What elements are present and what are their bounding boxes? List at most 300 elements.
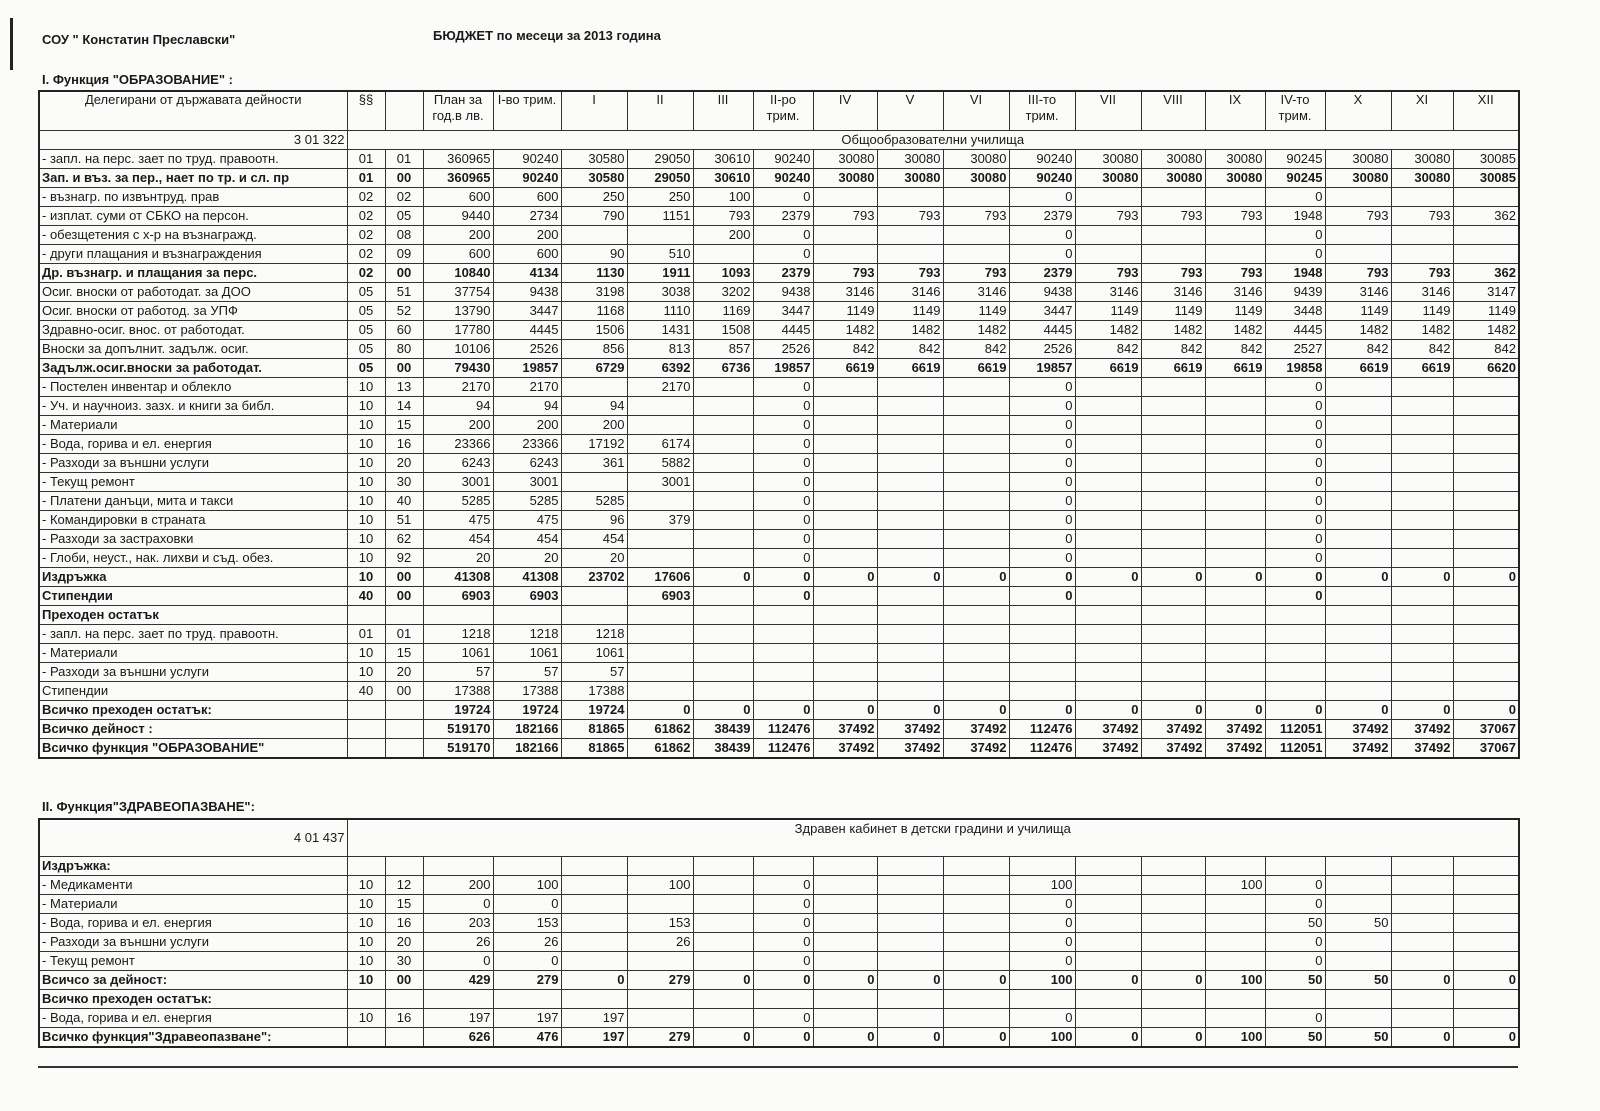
value-cell [877, 857, 943, 876]
value-cell [693, 933, 753, 952]
table-row [39, 682, 1519, 701]
value-cell [693, 952, 753, 971]
row-label: - запл. на перс. зает по труд. правоотн. [39, 625, 347, 644]
unit-name: Общообразователни училища [347, 131, 1519, 150]
row-label: - Текущ ремонт [39, 952, 347, 971]
value-cell [1205, 625, 1265, 644]
table-row [39, 1028, 1519, 1048]
value-cell: 30080 [1141, 169, 1205, 188]
paragraph-code: 10 [347, 933, 385, 952]
value-cell: 3447 [1009, 302, 1075, 321]
value-cell [1075, 644, 1141, 663]
value-cell: 200 [423, 876, 493, 895]
value-cell [1325, 454, 1391, 473]
column-header: I-во трим. [493, 91, 561, 131]
value-cell [1141, 857, 1205, 876]
value-cell: 0 [753, 245, 813, 264]
value-cell [1453, 682, 1519, 701]
value-cell [693, 416, 753, 435]
table-row [39, 188, 1519, 207]
value-cell: 9438 [1009, 283, 1075, 302]
paragraph-code: 01 [347, 169, 385, 188]
value-cell: 0 [753, 454, 813, 473]
table-row [39, 169, 1519, 188]
value-cell [877, 454, 943, 473]
subparagraph-code: 15 [385, 644, 423, 663]
value-cell [877, 188, 943, 207]
paragraph-code [347, 990, 385, 1009]
value-cell [693, 435, 753, 454]
column-header: XI [1391, 91, 1453, 131]
table-row [39, 990, 1519, 1009]
value-cell [1391, 549, 1453, 568]
value-cell: 519170 [423, 739, 493, 759]
value-cell: 279 [493, 971, 561, 990]
value-cell: 3146 [1205, 283, 1265, 302]
value-cell: 0 [753, 971, 813, 990]
subparagraph-code: 00 [385, 359, 423, 378]
paragraph-code [347, 606, 385, 625]
value-cell: 1169 [693, 302, 753, 321]
value-cell [627, 644, 693, 663]
value-cell: 1482 [1141, 321, 1205, 340]
row-label: - запл. на перс. зает по труд. правоотн. [39, 150, 347, 169]
row-label: Преходен остатък [39, 606, 347, 625]
value-cell [1325, 895, 1391, 914]
value-cell [943, 933, 1009, 952]
value-cell [1075, 990, 1141, 1009]
value-cell: 793 [943, 264, 1009, 283]
column-header: VI [943, 91, 1009, 131]
value-cell: 3001 [627, 473, 693, 492]
value-cell [877, 416, 943, 435]
table-row [39, 644, 1519, 663]
value-cell [1325, 492, 1391, 511]
value-cell [1009, 606, 1075, 625]
value-cell: 600 [423, 245, 493, 264]
table-row [39, 207, 1519, 226]
value-cell: 0 [1391, 701, 1453, 720]
value-cell: 30080 [1205, 169, 1265, 188]
value-cell: 30080 [943, 150, 1009, 169]
value-cell: 200 [693, 226, 753, 245]
column-header: V [877, 91, 943, 131]
value-cell [1391, 952, 1453, 971]
value-cell: 29050 [627, 169, 693, 188]
value-cell [1141, 952, 1205, 971]
value-cell: 519170 [423, 720, 493, 739]
value-cell: 793 [1205, 207, 1265, 226]
column-header: IV-то трим. [1265, 91, 1325, 131]
value-cell: 2170 [493, 378, 561, 397]
value-cell: 26 [423, 933, 493, 952]
value-cell: 0 [1325, 568, 1391, 587]
value-cell [813, 682, 877, 701]
value-cell: 0 [1265, 492, 1325, 511]
value-cell: 50 [1265, 1028, 1325, 1048]
value-cell [1141, 378, 1205, 397]
subparagraph-code: 01 [385, 150, 423, 169]
value-cell [943, 606, 1009, 625]
value-cell: 30080 [1325, 150, 1391, 169]
value-cell [1391, 397, 1453, 416]
value-cell: 0 [1009, 530, 1075, 549]
value-cell [1325, 682, 1391, 701]
value-cell: 0 [1265, 895, 1325, 914]
table-row [39, 625, 1519, 644]
row-label: - Командировки в страната [39, 511, 347, 530]
value-cell [813, 378, 877, 397]
value-cell: 1482 [813, 321, 877, 340]
value-cell [1265, 644, 1325, 663]
table-row [39, 321, 1519, 340]
value-cell: 250 [561, 188, 627, 207]
value-cell: 6903 [493, 587, 561, 606]
table-row [39, 914, 1519, 933]
value-cell [877, 245, 943, 264]
value-cell: 1168 [561, 302, 627, 321]
value-cell [1205, 530, 1265, 549]
value-cell: 3146 [943, 283, 1009, 302]
value-cell [1075, 549, 1141, 568]
subparagraph-code: 00 [385, 682, 423, 701]
value-cell: 0 [943, 568, 1009, 587]
value-cell [1325, 435, 1391, 454]
value-cell: 0 [943, 1028, 1009, 1048]
table-row [39, 340, 1519, 359]
paragraph-code: 10 [347, 492, 385, 511]
value-cell [1205, 473, 1265, 492]
value-cell: 37492 [943, 720, 1009, 739]
value-cell [1453, 1009, 1519, 1028]
value-cell: 1911 [627, 264, 693, 283]
value-cell: 26 [493, 933, 561, 952]
value-cell: 3198 [561, 283, 627, 302]
value-cell [877, 435, 943, 454]
paragraph-code: 10 [347, 454, 385, 473]
value-cell: 0 [423, 952, 493, 971]
value-cell [1075, 914, 1141, 933]
value-cell [1205, 933, 1265, 952]
value-cell: 17606 [627, 568, 693, 587]
value-cell: 0 [1075, 971, 1141, 990]
row-label: Всичко функция"Здравеопазване": [39, 1028, 347, 1048]
header-row [39, 91, 1519, 131]
value-cell: 4445 [493, 321, 561, 340]
value-cell: 3001 [423, 473, 493, 492]
value-cell: 1151 [627, 207, 693, 226]
value-cell: 79430 [423, 359, 493, 378]
value-cell [1141, 606, 1205, 625]
value-cell [1391, 378, 1453, 397]
paragraph-code: 05 [347, 321, 385, 340]
value-cell [1391, 245, 1453, 264]
value-cell [1325, 625, 1391, 644]
value-cell [943, 587, 1009, 606]
value-cell [1205, 378, 1265, 397]
value-cell: 0 [1265, 511, 1325, 530]
value-cell: 2527 [1265, 340, 1325, 359]
value-cell: 842 [813, 340, 877, 359]
value-cell: 0 [753, 952, 813, 971]
value-cell: 0 [1009, 568, 1075, 587]
value-cell [1453, 492, 1519, 511]
value-cell: 379 [627, 511, 693, 530]
value-cell: 0 [877, 701, 943, 720]
value-cell: 90245 [1265, 169, 1325, 188]
row-label: - Уч. и научноиз. зазх. и книги за библ. [39, 397, 347, 416]
value-cell: 112476 [753, 739, 813, 759]
value-cell: 30580 [561, 169, 627, 188]
value-cell [627, 857, 693, 876]
subparagraph-code: 02 [385, 188, 423, 207]
value-cell: 793 [1075, 207, 1141, 226]
value-cell: 200 [423, 416, 493, 435]
value-cell [561, 473, 627, 492]
value-cell: 94 [493, 397, 561, 416]
scan-mark [10, 18, 13, 70]
value-cell [753, 625, 813, 644]
value-cell [1453, 226, 1519, 245]
value-cell: 842 [943, 340, 1009, 359]
row-label: - Вода, горива и ел. енергия [39, 435, 347, 454]
value-cell: 112476 [1009, 739, 1075, 759]
value-cell [877, 492, 943, 511]
value-cell: 37492 [1325, 720, 1391, 739]
value-cell: 30080 [877, 169, 943, 188]
value-cell: 0 [1141, 568, 1205, 587]
value-cell: 0 [1265, 416, 1325, 435]
value-cell: 1482 [1325, 321, 1391, 340]
column-header: I [561, 91, 627, 131]
value-cell: 0 [1141, 971, 1205, 990]
value-cell [1141, 914, 1205, 933]
value-cell: 0 [1265, 549, 1325, 568]
value-cell: 0 [1265, 876, 1325, 895]
column-header: IX [1205, 91, 1265, 131]
value-cell: 26 [627, 933, 693, 952]
value-cell [943, 245, 1009, 264]
value-cell: 0 [1453, 971, 1519, 990]
value-cell [1075, 416, 1141, 435]
row-label: - изплат. суми от СБКО на персон. [39, 207, 347, 226]
value-cell: 61862 [627, 739, 693, 759]
value-cell: 17388 [561, 682, 627, 701]
value-cell: 0 [1009, 549, 1075, 568]
value-cell: 360965 [423, 169, 493, 188]
value-cell: 1948 [1265, 207, 1325, 226]
paragraph-code: 02 [347, 245, 385, 264]
value-cell: 30080 [877, 150, 943, 169]
value-cell: 90245 [1265, 150, 1325, 169]
row-label: Здравно-осиг. внос. от работодат. [39, 321, 347, 340]
value-cell: 3146 [877, 283, 943, 302]
value-cell: 200 [423, 226, 493, 245]
value-cell: 50 [1265, 971, 1325, 990]
value-cell: 0 [753, 876, 813, 895]
value-cell: 6392 [627, 359, 693, 378]
value-cell: 37492 [1205, 739, 1265, 759]
value-cell [943, 663, 1009, 682]
value-cell: 600 [493, 245, 561, 264]
value-cell [943, 895, 1009, 914]
column-header: III [693, 91, 753, 131]
value-cell [1453, 473, 1519, 492]
value-cell: 37492 [813, 739, 877, 759]
table-row [39, 264, 1519, 283]
column-header: IV [813, 91, 877, 131]
value-cell: 0 [1265, 226, 1325, 245]
value-cell: 0 [693, 1028, 753, 1048]
value-cell: 94 [423, 397, 493, 416]
value-cell [1325, 876, 1391, 895]
value-cell: 90240 [753, 169, 813, 188]
value-cell [1075, 188, 1141, 207]
paragraph-code: 10 [347, 549, 385, 568]
value-cell: 0 [561, 971, 627, 990]
value-cell [627, 492, 693, 511]
value-cell: 2379 [753, 207, 813, 226]
value-cell: 3448 [1265, 302, 1325, 321]
value-cell [1075, 1009, 1141, 1028]
value-cell: 6619 [877, 359, 943, 378]
value-cell: 1149 [943, 302, 1009, 321]
value-cell [1391, 895, 1453, 914]
value-cell: 475 [423, 511, 493, 530]
table-row [39, 701, 1519, 720]
value-cell: 0 [1075, 701, 1141, 720]
value-cell [1075, 454, 1141, 473]
value-cell [1205, 682, 1265, 701]
value-cell: 0 [1009, 435, 1075, 454]
value-cell: 454 [493, 530, 561, 549]
value-cell: 362 [1453, 264, 1519, 283]
value-cell [1075, 492, 1141, 511]
value-cell: 30080 [1205, 150, 1265, 169]
paragraph-code: 10 [347, 473, 385, 492]
subparagraph-code [385, 701, 423, 720]
value-cell: 1431 [627, 321, 693, 340]
value-cell: 30085 [1453, 169, 1519, 188]
value-cell: 23702 [561, 568, 627, 587]
value-cell [1141, 933, 1205, 952]
table-row [39, 359, 1519, 378]
value-cell [561, 606, 627, 625]
value-cell: 30080 [1325, 169, 1391, 188]
value-cell: 153 [493, 914, 561, 933]
value-cell: 100 [1205, 876, 1265, 895]
value-cell: 1149 [813, 302, 877, 321]
value-cell: 0 [1009, 188, 1075, 207]
value-cell: 510 [627, 245, 693, 264]
subparagraph-code: 15 [385, 895, 423, 914]
value-cell: 1482 [1075, 321, 1141, 340]
table-row [39, 435, 1519, 454]
value-cell [1205, 397, 1265, 416]
table-row [39, 416, 1519, 435]
value-cell: 3147 [1453, 283, 1519, 302]
row-label: - Разходи за външни услуги [39, 663, 347, 682]
subparagraph-code: 60 [385, 321, 423, 340]
value-cell: 6619 [943, 359, 1009, 378]
value-cell [1141, 895, 1205, 914]
value-cell [1141, 435, 1205, 454]
value-cell: 1149 [1075, 302, 1141, 321]
section1-title: I. Функция "ОБРАЗОВАНИЕ" : [42, 72, 233, 87]
value-cell: 793 [1325, 207, 1391, 226]
value-cell: 0 [943, 971, 1009, 990]
value-cell: 100 [1205, 971, 1265, 990]
subparagraph-code: 62 [385, 530, 423, 549]
value-cell: 2526 [753, 340, 813, 359]
value-cell: 2734 [493, 207, 561, 226]
value-cell [1391, 454, 1453, 473]
value-cell [1453, 397, 1519, 416]
value-cell: 1149 [1391, 302, 1453, 321]
value-cell [753, 606, 813, 625]
value-cell: 19857 [1009, 359, 1075, 378]
value-cell [693, 530, 753, 549]
row-label: Задълж.осиг.вноски за работодат. [39, 359, 347, 378]
table-row [39, 397, 1519, 416]
value-cell: 1482 [1453, 321, 1519, 340]
row-label: Вноски за допълнит. задълж. осиг. [39, 340, 347, 359]
value-cell [693, 378, 753, 397]
paragraph-code: 02 [347, 207, 385, 226]
value-cell: 0 [1075, 1028, 1141, 1048]
value-cell [877, 990, 943, 1009]
value-cell: 17780 [423, 321, 493, 340]
table-row [39, 226, 1519, 245]
value-cell [943, 435, 1009, 454]
value-cell [1075, 876, 1141, 895]
value-cell [877, 530, 943, 549]
value-cell [1009, 857, 1075, 876]
value-cell: 0 [813, 568, 877, 587]
value-cell [1453, 188, 1519, 207]
value-cell: 0 [1009, 492, 1075, 511]
value-cell: 0 [753, 587, 813, 606]
value-cell [561, 914, 627, 933]
value-cell: 17388 [423, 682, 493, 701]
value-cell: 5882 [627, 454, 693, 473]
value-cell [1141, 226, 1205, 245]
value-cell [877, 682, 943, 701]
column-header: II-ро трим. [753, 91, 813, 131]
row-label: - Материали [39, 644, 347, 663]
table-row [39, 720, 1519, 739]
value-cell: 57 [561, 663, 627, 682]
value-cell [1009, 644, 1075, 663]
value-cell [1205, 454, 1265, 473]
subparagraph-code [385, 1028, 423, 1048]
value-cell: 37754 [423, 283, 493, 302]
value-cell [813, 473, 877, 492]
subparagraph-code: 51 [385, 511, 423, 530]
value-cell [1325, 857, 1391, 876]
value-cell: 0 [753, 568, 813, 587]
value-cell: 197 [423, 1009, 493, 1028]
row-label: - Медикаменти [39, 876, 347, 895]
value-cell [561, 990, 627, 1009]
value-cell [1205, 1009, 1265, 1028]
value-cell [627, 1009, 693, 1028]
column-header [385, 91, 423, 131]
value-cell [423, 606, 493, 625]
value-cell: 5285 [493, 492, 561, 511]
value-cell [1265, 606, 1325, 625]
value-cell [693, 492, 753, 511]
